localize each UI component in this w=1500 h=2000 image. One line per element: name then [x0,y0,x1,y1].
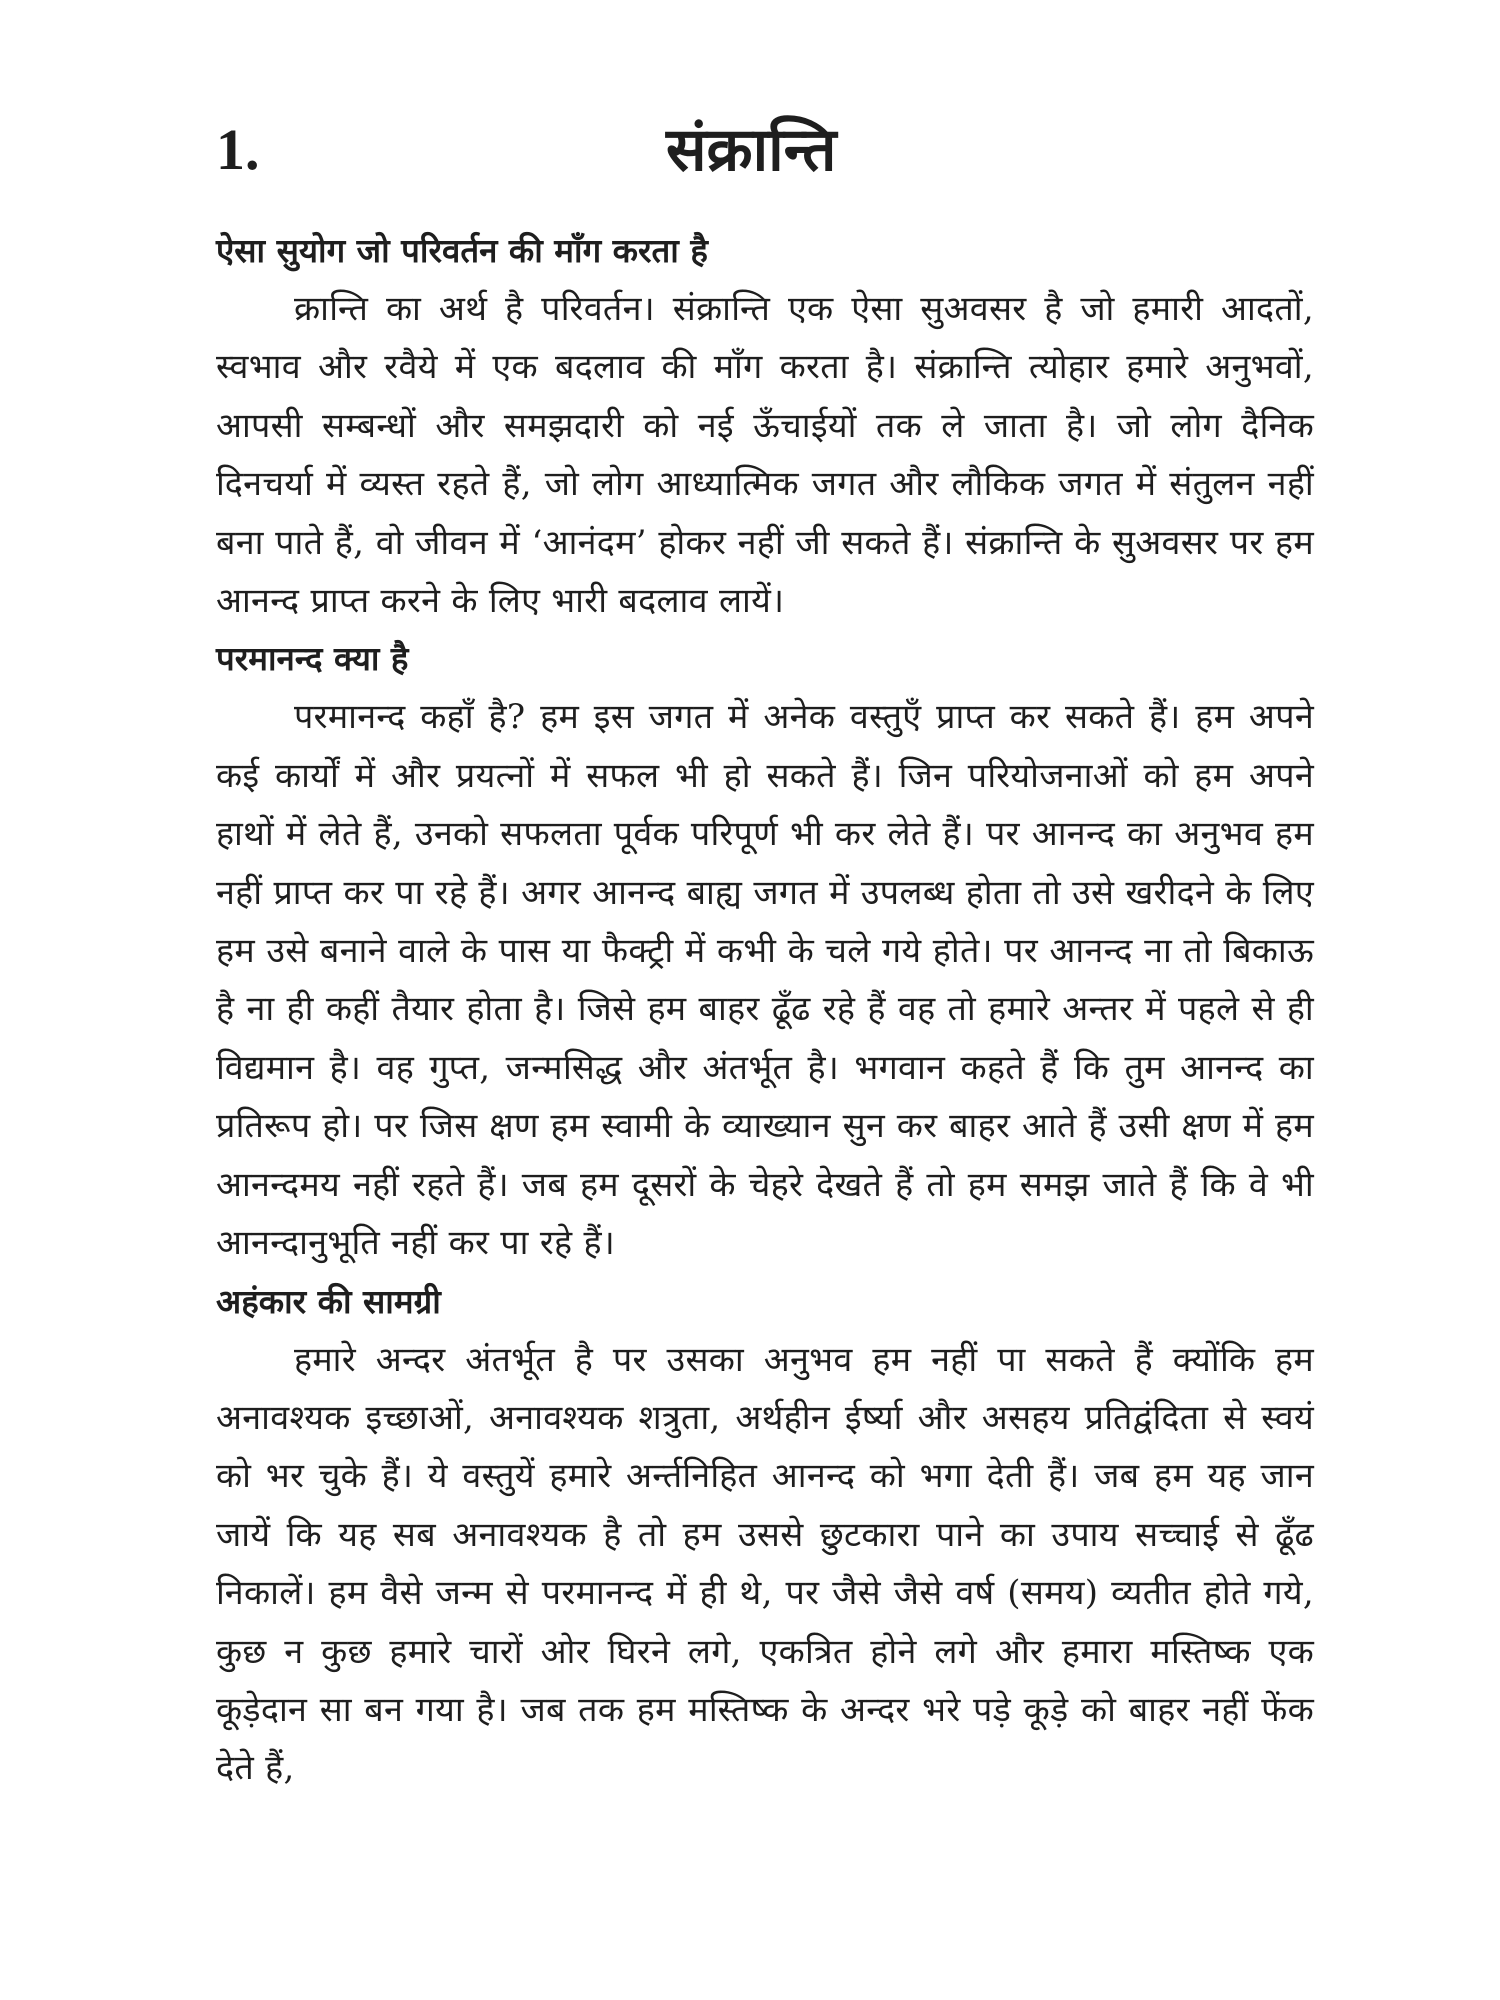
section-heading: ऐसा सुयोग जो परिवर्तन की माँग करता है [216,231,708,270]
section-heading: अहंकार की सामग्री [216,1281,441,1321]
section-paragraph: हमारे अन्दर अंतर्भूत है पर उसका अनुभव हम नहीं पा सकते हैं क्योंकि हम अनावश्यक इच्छाओं, अनावश्यक शत्रुता, अर्थहीन ईर्ष्या और असहय प्रतिद्वंदिता से स्वयं को भर चुके हैं। ये वस्तुयें हमारे अर्न्तनिहित आनन्द को भगा देती हैं। जब हम यह जान जायें कि यह सब अनावश्यक है तो हम उससे छुटकारा पाने का उपाय सच्चाई से ढूँढ निकालें। हम वैसे जन्म से परमानन्द में ही थे, पर जैसे जैसे वर्ष (समय) व्यतीत होते गये, कुछ न कुछ हमारे चारों ओर घिरने लगे, एकत्रित होने लगे और हमारा मस्तिष्क एक कूड़ेदान सा बन गया है। जब तक हम मस्तिष्क के अन्दर भरे पड़े कूड़े को बाहर नहीं फेंक देते हैं, [216,1339,1314,1789]
chapter-header [216,110,1316,200]
section-paragraph: क्रान्ति का अर्थ है परिवर्तन। संक्रान्ति एक ऐसा सुअवसर है जो हमारी आदतों, स्वभाव और रवैये में एक बदलाव की माँग करता है। संक्रान्ति त्योहार हमारे अनुभवों, आपसी सम्बन्धों और समझदारी को नई ऊँचाईयों तक ले जाता है। जो लोग दैनिक दिनचर्या में व्यस्त रहते हैं, जो लोग आध्यात्मिक जगत और लौकिक जगत में संतुलन नहीं बना पाते हैं, वो जीवन में ‘आनंदम’ होकर नहीं जी सकते हैं। संक्रान्ति के सुअवसर पर हम आनन्द प्राप्त करने के लिए भारी बदलाव लायें। [216,289,1314,622]
chapter-number: 1. [216,117,260,182]
section-ego-material [216,1273,1314,1798]
section-sankranti-change [216,222,1314,630]
chapter-content [216,222,1314,1798]
chapter-title: संक्रान्ति [666,115,837,185]
section-what-is-bliss [216,630,1314,1272]
section-heading: परमानन्द क्या है [216,639,409,679]
section-paragraph: परमानन्द कहाँ है? हम इस जगत में अनेक वस्तुएँ प्राप्त कर सकते हैं। हम अपने कई कार्यों में और प्रयत्नों में सफल भी हो सकते हैं। जिन परियोजनाओं को हम अपने हाथों में लेते हैं, उनको सफलता पूर्वक परिपूर्ण भी कर लेते हैं। पर आनन्द का अनुभव हम नहीं प्राप्त कर पा रहे हैं। अगर आनन्द बाह्य जगत में उपलब्ध होता तो उसे खरीदने के लिए हम उसे बनाने वाले के पास या फैक्ट्री में कभी के चले गये होते। पर आनन्द ना तो बिकाऊ है ना ही कहीं तैयार होता है। जिसे हम बाहर ढूँढ रहे हैं वह तो हमारे अन्तर में पहले से ही विद्यमान है। वह गुप्त, जन्मसिद्ध और अंतर्भूत है। भगवान कहते हैं कि तुम आनन्द का प्रतिरूप हो। पर जिस क्षण हम स्वामी के व्याख्यान सुन कर बाहर आते हैं उसी क्षण में हम आनन्दमय नहीं रहते हैं। जब हम दूसरों के चेहरे देखते हैं तो हम समझ जाते हैं कि वे भी आनन्दानुभूति नहीं कर पा रहे हैं। [216,697,1314,1264]
